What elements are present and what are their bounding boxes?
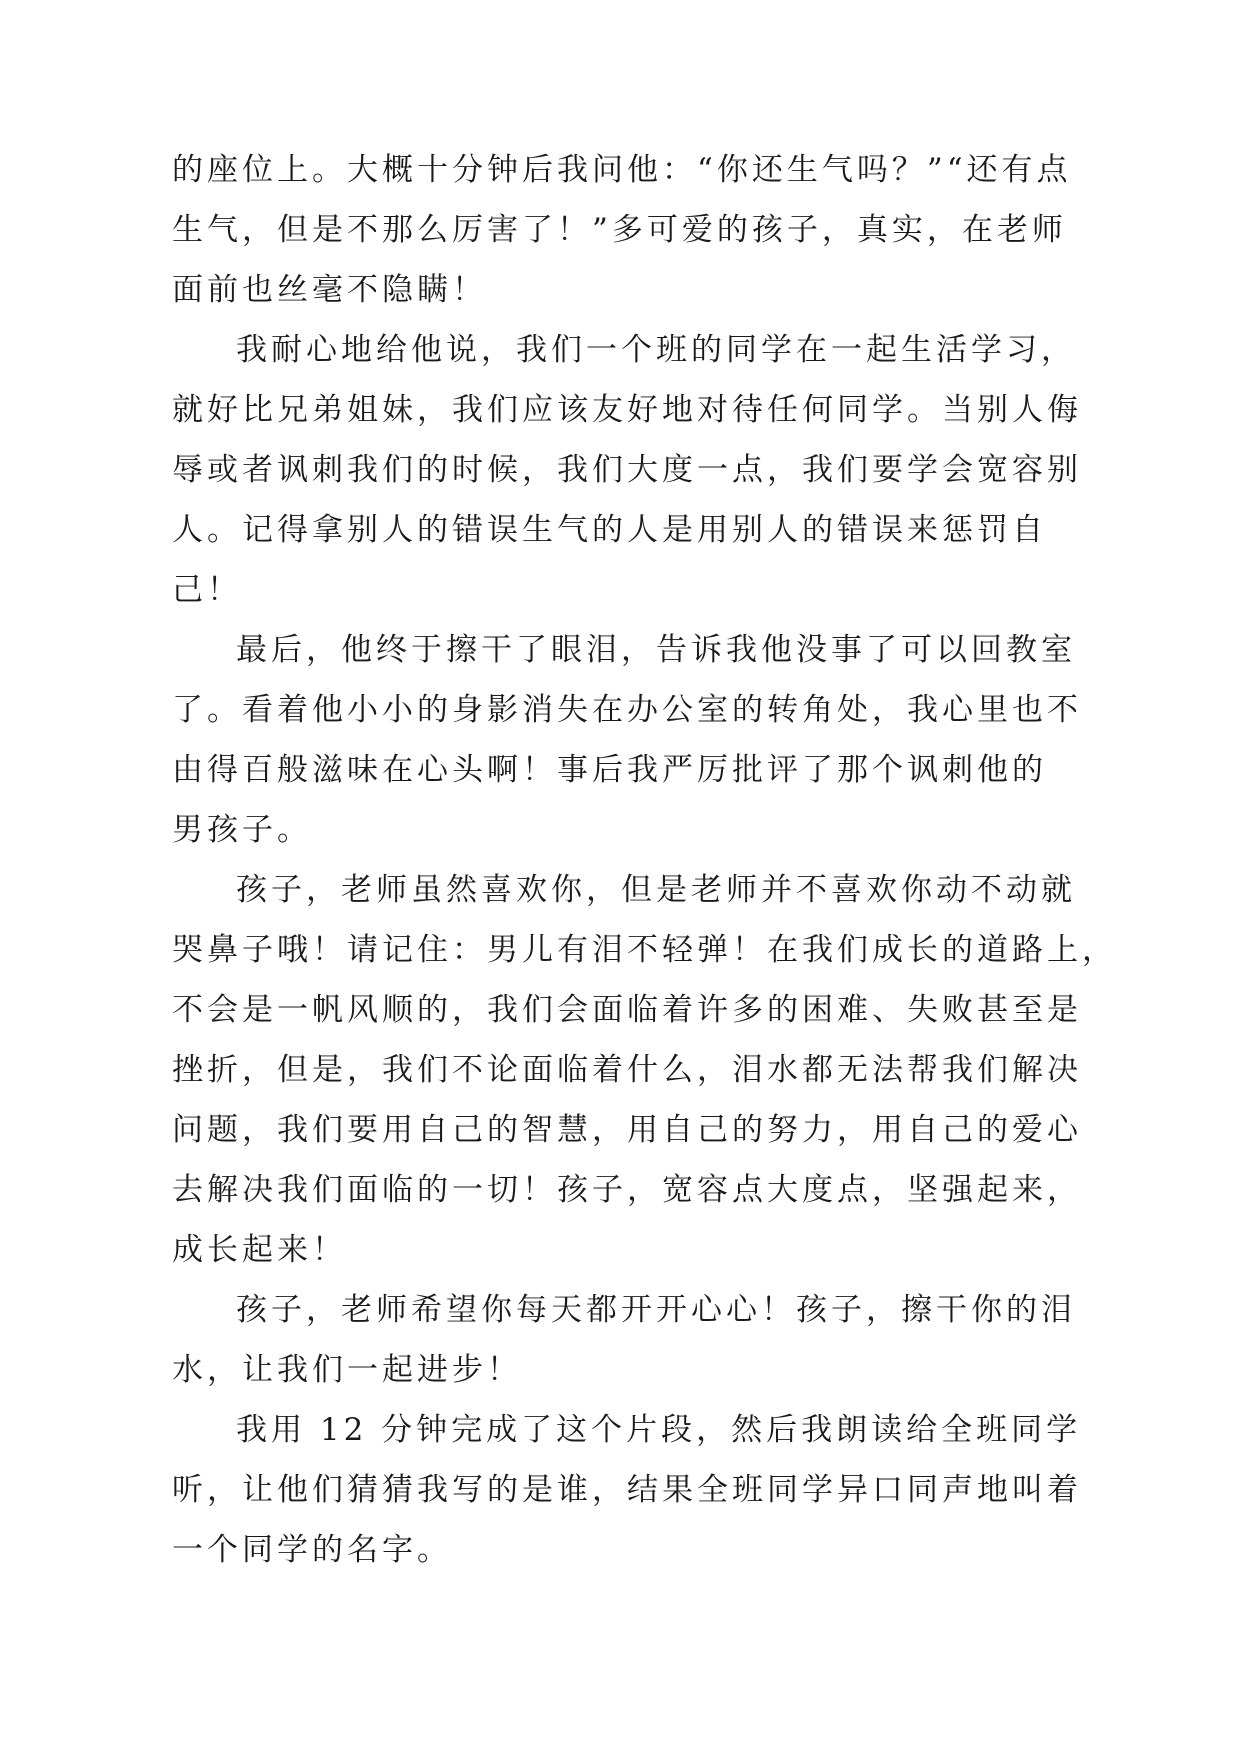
text-line: 的座位上。大概十分钟后我问他：“你还生气吗？”“还有点 [172, 152, 1072, 188]
text-line: 哭鼻子哦！请记住：男儿有泪不轻弹！在我们成长的道路上， [172, 932, 1117, 968]
text-line: 我用 12 分钟完成了这个片段，然后我朗读给全班同学 [236, 1412, 1082, 1448]
text-line: 孩子，老师虽然喜欢你，但是老师并不喜欢你动不动就 [236, 872, 1076, 908]
text-line: 就好比兄弟姐妹，我们应该友好地对待任何同学。当别人侮 [172, 392, 1082, 428]
text-line: 一个同学的名字。 [172, 1532, 452, 1568]
text-line: 面前也丝毫不隐瞒！ [172, 272, 487, 308]
text-line: 孩子，老师希望你每天都开开心心！孩子，擦干你的泪 [236, 1292, 1076, 1328]
text-line: 问题，我们要用自己的智慧，用自己的努力，用自己的爱心 [172, 1112, 1082, 1148]
text-line: 我耐心地给他说，我们一个班的同学在一起生活学习， [236, 332, 1076, 368]
text-line: 生气，但是不那么厉害了！”多可爱的孩子，真实，在老师 [172, 212, 1067, 248]
text-line: 听，让他们猜猜我写的是谁，结果全班同学异口同声地叫着 [172, 1472, 1082, 1508]
text-line: 不会是一帆风顺的，我们会面临着许多的困难、失败甚至是 [172, 992, 1082, 1028]
paragraph-6 [172, 1400, 1082, 1580]
text-line: 挫折，但是，我们不论面临着什么，泪水都无法帮我们解决 [172, 1052, 1082, 1088]
paragraph-4 [172, 860, 1117, 1280]
text-line: 最后，他终于擦干了眼泪，告诉我他没事了可以回教室 [236, 632, 1076, 668]
text-line: 成长起来！ [172, 1232, 347, 1268]
text-line: 了。看着他小小的身影消失在办公室的转角处，我心里也不 [172, 692, 1082, 728]
document-page [172, 140, 1117, 1580]
text-line: 人。记得拿别人的错误生气的人是用别人的错误来惩罚自 [172, 512, 1047, 548]
paragraph-5 [172, 1280, 1076, 1400]
paragraph-3 [172, 620, 1082, 860]
text-line: 己！ [172, 572, 242, 608]
text-line: 辱或者讽刺我们的时候，我们大度一点，我们要学会宽容别 [172, 452, 1082, 488]
text-line: 水，让我们一起进步！ [172, 1352, 522, 1388]
text-line: 去解决我们面临的一切！孩子，宽容点大度点，坚强起来， [172, 1172, 1082, 1208]
text-line: 由得百般滋味在心头啊！事后我严厉批评了那个讽刺他的 [172, 752, 1047, 788]
paragraph-2 [172, 320, 1082, 620]
text-line: 男孩子。 [172, 812, 312, 848]
paragraph-1 [172, 140, 1072, 320]
